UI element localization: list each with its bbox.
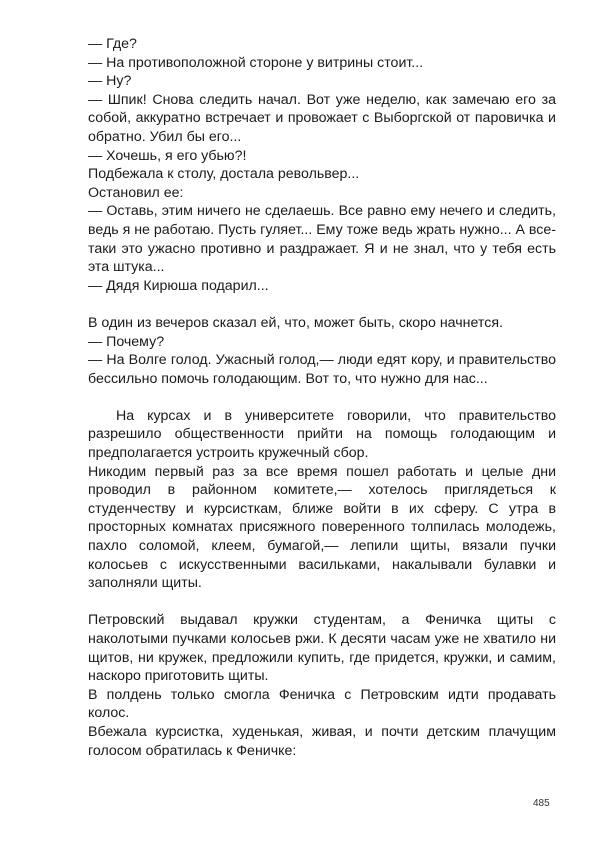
paragraph-6: Подбежала к столу, достала револьвер... [88,166,360,183]
paragraph-15: Петровский выдавал кружки студентам, а Феничка щиты с наколотыми пучками колосьев ржи. К десяти часам уже не хватило ни щитов, ни кружек, предложили купить, где придется, кружки, и самим, наскоро приготовить щиты. [88,612,556,685]
paragraph-2: — На противоположной стороне у витрины стоит... [88,54,424,71]
paragraph-10: В один из вечеров сказал ей, что, может быть, скоро начнется. [88,314,503,331]
paragraph-11: — Почему? [88,333,165,350]
paragraph-1: — Где? [88,36,137,52]
paragraph-3: — Ну? [88,73,132,90]
section-gap [88,388,556,407]
paragraph-8: — Оставь, этим ничего не сделаешь. Все равно ему нечего и следить, ведь я не работаю. Пусть гуляет... Ему тоже ведь жрать нужно... А все-таки это ужасно противно и раздражает. Я и не знал, что у тебя есть эта штука... [88,203,556,276]
paragraph-14: Никодим первый раз за все время пошел работать и целые дни проводил в районном комитете,— хотелось приглядеться к студенчеству и курсисткам, ближе войти в их сферу. С утра в просторных комнатах присяжного поверенного толпилась молодежь, пахло соломой, клеем, бумагой,— лепили щиты, вязали пучки колосьев с искусственными васильками, накалывали булавки и заполняли щиты. [88,463,556,592]
paragraph-13: На курсах и в университете говорили, что правительство разрешило общественности прийти на помощь голодающим и предполагается устроить кружечный сбор. [88,407,556,462]
paragraph-5: — Хочешь, я его убью?! [88,147,247,164]
page-number: 485 [533,798,550,809]
paragraph-17: Вбежала курсистка, худенькая, живая, и почти детским плачущим голосом обратилась к Феничке: [88,723,556,759]
paragraph-16: В полдень только смогла Феничка с Петровским идти продавать колос. [88,686,556,722]
section-gap [88,295,556,314]
paragraph-4: — Шпик! Снова следить начал. Вот уже неделю, как замечаю его за собой, аккуратно встречает и провожает с Выборгской от паровичка и обратно. Убил бы его... [88,91,556,145]
page-text [88,35,556,760]
paragraph-7: Остановил ее: [88,184,184,201]
paragraph-12: — На Волге голод. Ужасный голод,— люди едят кору, и правительство бессильно помочь голодающим. Вот то, что нужно для нас... [88,352,556,387]
paragraph-9: — Дядя Кирюша подарил... [88,277,269,294]
section-gap [88,593,556,612]
